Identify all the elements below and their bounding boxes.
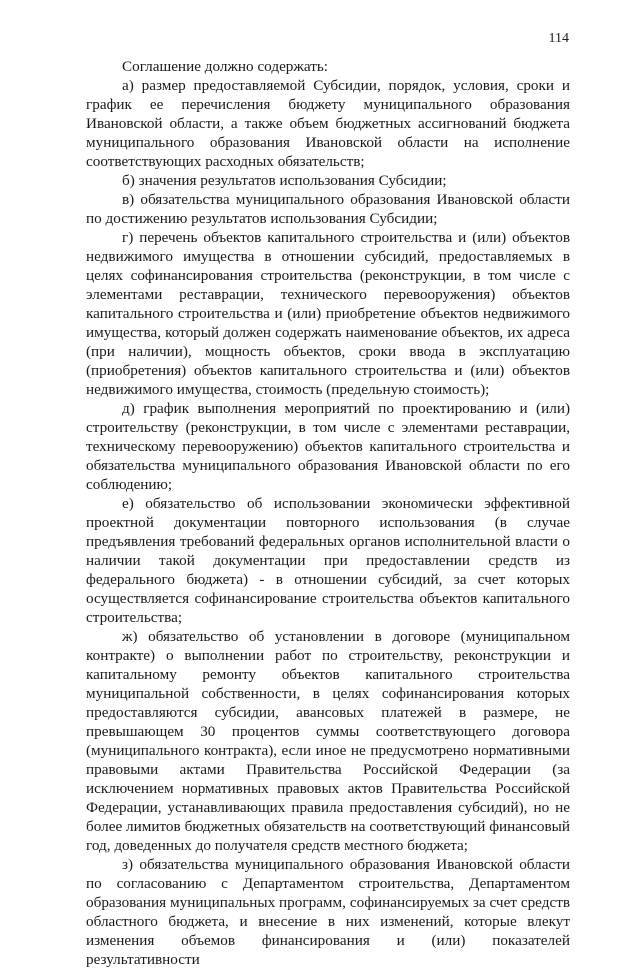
document-body [86,57,570,969]
paragraph-d: д) график выполнения мероприятий по проектированию и (или) строительству (реконструкции, в том числе с элементами реставрации, техническому перевооружению) объектов капитального строительства и обязательства муниципального образования Ивановской области по его соблюдению; [86,400,570,493]
paragraph-a: а) размер предоставляемой Субсидии, порядок, условия, сроки и график ее перечисления бюджету муниципального образования Ивановской области, а также объем бюджетных ассигнований бюджета муниципального образования Ивановской области на исполнение соответствующих расходных обязательств; [86,77,570,170]
paragraph-g: г) перечень объектов капитального строительства и (или) объектов недвижимого имущества в отношении субсидий, предоставляемых в целях софинансирования строительства (реконструкции, в том числе с элементами реставрации, технического перевооружения) объектов капитального строительства и (или) приобретение объектов недвижимого имущества, который должен содержать наименование объектов, их адреса (при наличии), мощность объектов, сроки ввода в эксплуатацию (приобретения) объектов капитального строительства и (или) объектов недвижимого имущества, стоимость (предельную стоимость); [86,229,570,398]
paragraph-zh: ж) обязательство об установлении в договоре (муниципальном контракте) о выполнении работ по строительству, реконструкции и капитальному ремонту объектов капитального строительства муниципальной собственности, в целях софинансирования которых предоставляются субсидии, авансовых платежей в размере, не превышающем 30 процентов суммы соответствующего договора (муниципального контракта), если иное не предусмотрено нормативными правовыми актами Правительства Российской Федерации (за исключением нормативных правовых актов Правительства Российской Федерации, устанавливающих правила предоставления субсидий), но не более лимитов бюджетных обязательств на соответствующий финансовый год, доведенных до получателя средств местного бюджета; [86,628,570,854]
paragraph-b: б) значения результатов использования Субсидии; [122,172,447,189]
paragraph-e: е) обязательство об использовании экономически эффективной проектной документации повторного использования (в случае предъявления требований федеральных органов исполнительной власти о наличии такой документации при предоставлении средств из федерального бюджета) - в отношении субсидий, за счет которых осуществляется софинансирование строительства объектов капитального строительства; [86,495,570,626]
page-number: 114 [548,31,569,46]
intro-line: Соглашение должно содержать: [122,58,329,75]
paragraph-z: з) обязательства муниципального образования Ивановской области по согласованию с Департаментом строительства, Департаментом образования муниципальных программ, софинансируемых за счет средств областного бюджета, и внесение в них изменений, которые влекут изменения объемов финансирования и (или) показателей результативности [86,856,570,968]
paragraph-v: в) обязательства муниципального образования Ивановской области по достижению результатов использования Субсидии; [86,191,570,227]
